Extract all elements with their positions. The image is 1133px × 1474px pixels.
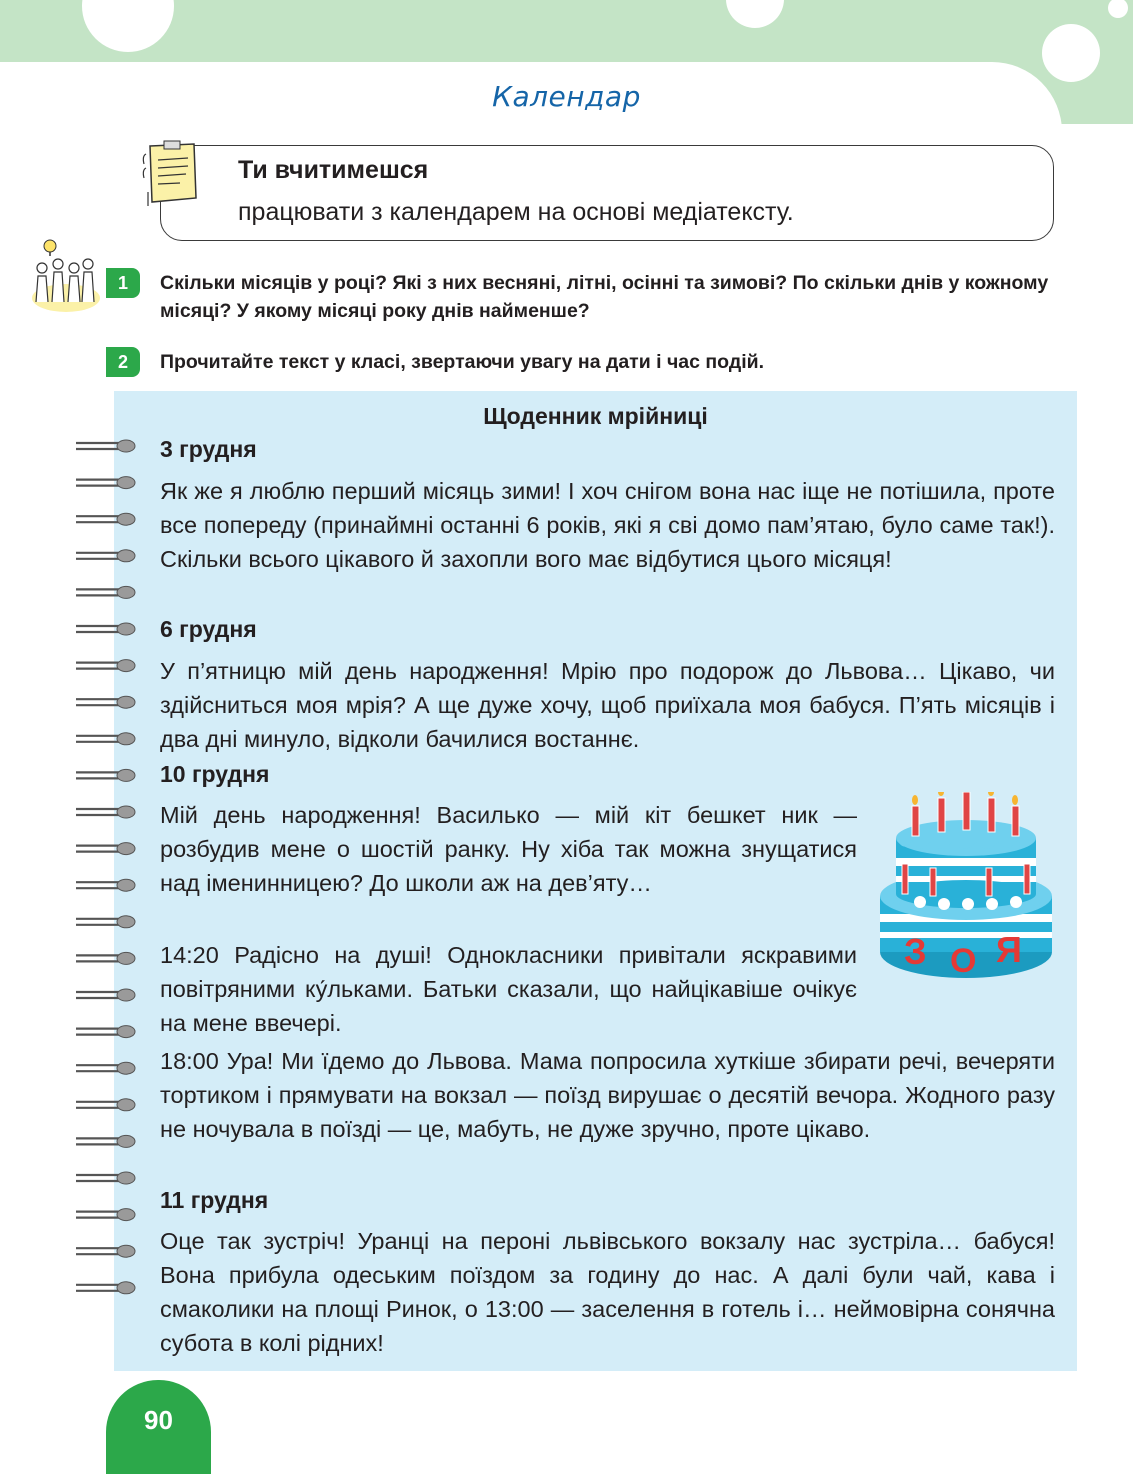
spiral-ring (76, 1026, 135, 1038)
spiral-ring (76, 550, 135, 562)
svg-text:О: О (950, 942, 977, 980)
spiral-ring (76, 733, 135, 745)
group-discussion-icon (28, 238, 104, 314)
spiral-ring (76, 660, 135, 672)
page-number: 90 (144, 1405, 173, 1435)
spiral-ring (76, 1135, 135, 1147)
svg-text:З: З (904, 931, 927, 972)
entry-date: 6 грудня (160, 616, 257, 642)
spiral-ring (76, 440, 135, 452)
entry-paragraph: Як же я люблю перший місяць зими! І хоч снігом вона нас іще не потішила, проте все попереду (принаймні останні 6 років, які я сві домо пам’ятаю, було саме так!). Скільки всього цікавого й захопли вого має відбутися цього місяця! (160, 478, 1055, 572)
spiral-ring (76, 806, 135, 818)
entry-paragraph: У п’ятницю мій день народження! Мрію про подорож до Львова… Цікаво, чи здійсниться моя мрія? А ще дуже хочу, щоб приїхала моя бабуся. П’ять місяців і два дні минуло, відколи бачилися востаннє. (160, 658, 1055, 752)
spiral-ring (76, 696, 135, 708)
spiral-ring (76, 1099, 135, 1111)
entry-paragraph: 14:20 Радісно на душі! Однокласники привітали яскравими повітряними ку́льками. Батьки сказали, що найцікавіше очікує на мене ввечері. (160, 942, 857, 1036)
task-number-badge: 2 (106, 347, 140, 377)
birthday-cake-icon (874, 792, 1060, 988)
spiral-ring (76, 879, 135, 891)
task-text: Скільки місяців у році? Які з них весняні, літні, осінні та зимові? По скільки днів у кожному місяці? У якому місяці року днів найменше? (160, 272, 1049, 322)
task-text: Прочитайте текст у класі, звертаючи увагу на дати і час подій. (160, 351, 765, 373)
spiral-ring (76, 1209, 135, 1221)
spiral-ring (76, 1282, 135, 1294)
entry-date: 3 грудня (160, 436, 257, 462)
spiral-ring (76, 586, 135, 598)
entry-date: 11 грудня (160, 1187, 269, 1213)
spiral-ring (76, 477, 135, 489)
spiral-ring (76, 952, 135, 964)
entry-paragraph: Мій день народження! Василько — мій кіт бешкет ник — розбудив мене о шостій ранку. Ну хіба так можна знущатися над іменинницею? До школи аж на дев’яту… (160, 802, 857, 896)
goal-heading: Ти вчитимешся (238, 156, 429, 184)
spiral-ring (76, 513, 135, 525)
page-title: Календар (492, 80, 641, 113)
goal-text: працювати з календарем на основі медіатексту. (238, 198, 794, 226)
entry-paragraph: Оце так зустріч! Уранці на пероні львівського вокзалу нас зустріла… бабуся! Вона прибула одеським поїздом за годину до нас. А далі були чай, кава і смаколики на площі Ринок, о 13:00 — заселення в готель і… неймовірна сонячна субота в колі рідних! (160, 1228, 1055, 1356)
spiral-ring (76, 1245, 135, 1257)
spiral-ring (76, 1062, 135, 1074)
spiral-ring (76, 623, 135, 635)
svg-text:Я: Я (996, 929, 1022, 970)
spiral-ring (76, 843, 135, 855)
task-number-badge: 1 (106, 268, 140, 298)
sticky-note-icon (140, 140, 206, 208)
spiral-ring (76, 916, 135, 928)
decor-dot (1042, 24, 1100, 82)
entry-paragraph: 18:00 Ура! Ми їдемо до Львова. Мама попросила хуткіше збирати речі, вечеряти тортиком і прямувати на вокзал — поїзд вирушає о десятій вечора. Жодного разу не ночувала в поїзді — це, мабуть, не дуже зручно, проте цікаво. (160, 1048, 1055, 1142)
diary-title: Щоденник мрійниці (483, 403, 708, 429)
notebook-spiral-icon (74, 434, 144, 1334)
spiral-ring (76, 1172, 135, 1184)
entry-date: 10 грудня (160, 761, 270, 787)
spiral-ring (76, 769, 135, 781)
spiral-ring (76, 989, 135, 1001)
